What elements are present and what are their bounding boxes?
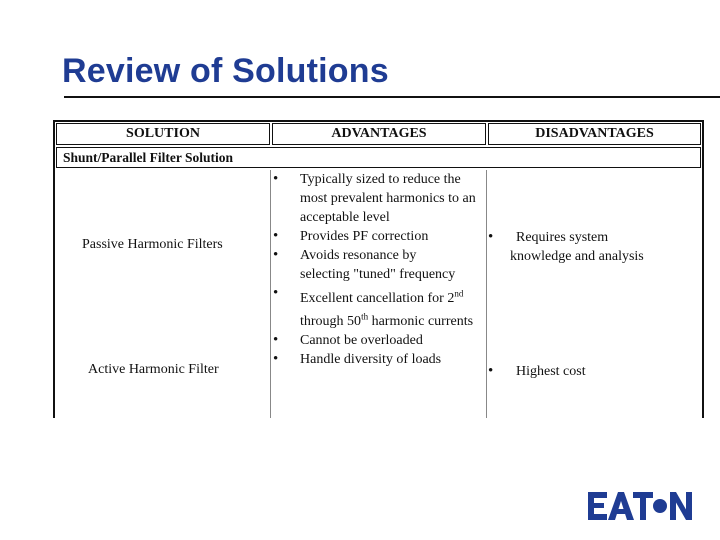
header-disadvantages: DISADVANTAGES: [488, 123, 701, 145]
disadvantage-text-1: Requires system: [516, 230, 609, 245]
advantage-cancellation-text: Excellent cancellation for 2nd through 50th harmonic currents: [300, 288, 474, 330]
disadvantage-text: Highest cost: [516, 364, 586, 379]
advantage-item: • Handle diversity of loads: [270, 350, 490, 369]
solution-passive: Passive Harmonic Filters: [82, 237, 223, 252]
disadvantage-text-2: knowledge and analysis: [510, 249, 644, 264]
advantage-item: • Avoids resonance by selecting "tuned" frequency: [270, 246, 460, 284]
disadvantage-item: [488, 228, 698, 268]
advantage-item: • Provides PF correction: [270, 227, 490, 246]
title-underline: [64, 96, 720, 98]
eaton-logo: [588, 490, 694, 522]
advantages-list: [270, 170, 490, 369]
advantage-item: • Typically sized to reduce the most prevalent harmonics to an acceptable level: [270, 170, 480, 227]
solution-active: Active Harmonic Filter: [88, 362, 219, 377]
advantage-item: • Cannot be overloaded: [270, 331, 490, 350]
bullet-icon: •: [488, 229, 494, 245]
slide-title: Review of Solutions: [62, 52, 389, 90]
bullet-icon: •: [488, 363, 494, 379]
advantage-item: [270, 284, 480, 331]
header-solution: SOLUTION: [56, 123, 270, 145]
header-advantages: ADVANTAGES: [272, 123, 486, 145]
section-label: Shunt/Parallel Filter Solution: [56, 147, 701, 168]
disadvantage-item: [488, 362, 698, 382]
